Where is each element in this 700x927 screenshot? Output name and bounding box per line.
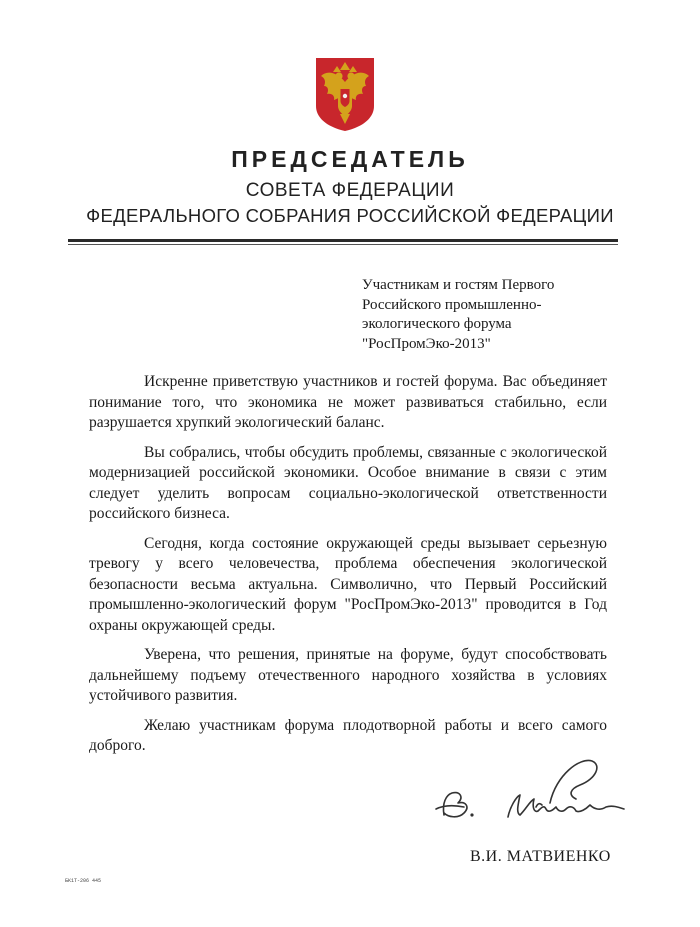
- russian-coat-of-arms-icon: [313, 56, 377, 132]
- signer-name: В.И. МАТВИЕНКО: [470, 848, 611, 865]
- body-paragraph: Вы собрались, чтобы обсудить проблемы, связанные с экологической модернизацией российской экономики. Особое внимание в связи с этим следует уделить вопросам социально-экологической ответственности российского бизнеса.: [89, 443, 607, 522]
- header-divider-thin: [68, 244, 618, 245]
- document-number: БК1Т-206 445: [65, 878, 102, 884]
- body-paragraph: Уверена, что решения, принятые на форуме, будут способствовать дальнейшему подъему отечественного народного хозяйства в условиях устойчивого развития.: [89, 646, 607, 704]
- addressee-line: "РосПромЭко-2013": [362, 335, 491, 352]
- letterhead-title: ПРЕДСЕДАТЕЛЬ: [231, 146, 469, 172]
- addressee-line: экологического форума: [362, 316, 512, 332]
- header-divider: [68, 239, 618, 242]
- addressee-line: Российского промышленно-: [362, 296, 542, 313]
- letterhead-subtitle-line2: ФЕДЕРАЛЬНОГО СОБРАНИЯ РОССИЙСКОЙ ФЕДЕРАЦИИ: [86, 205, 614, 226]
- addressee-line: Участникам и гостям Первого: [362, 277, 555, 293]
- addressee-block: [362, 276, 662, 354]
- letterhead-subtitle-line1: СОВЕТА ФЕДЕРАЦИИ: [245, 180, 455, 201]
- handwritten-signature: [430, 755, 640, 830]
- body-paragraph: Искренне приветствую участников и гостей форума. Вас объединяет понимание того, что экономика не может развиваться стабильно, если разрушается хрупкий экологический баланс.: [89, 373, 607, 431]
- body-paragraph: Сегодня, когда состояние окружающей среды вызывает серьезную тревогу у всего человечества, проблема обеспечения экологической безопасности весьма актуальна. Символично, что Первый Российский промышленно-экологический форум "РосПромЭко-2013" проводится в Год охраны окружающей среды.: [89, 534, 607, 634]
- letter-body: [89, 372, 607, 766]
- body-paragraph: Желаю участникам форума плодотворной работы и всего самого доброго.: [89, 716, 607, 754]
